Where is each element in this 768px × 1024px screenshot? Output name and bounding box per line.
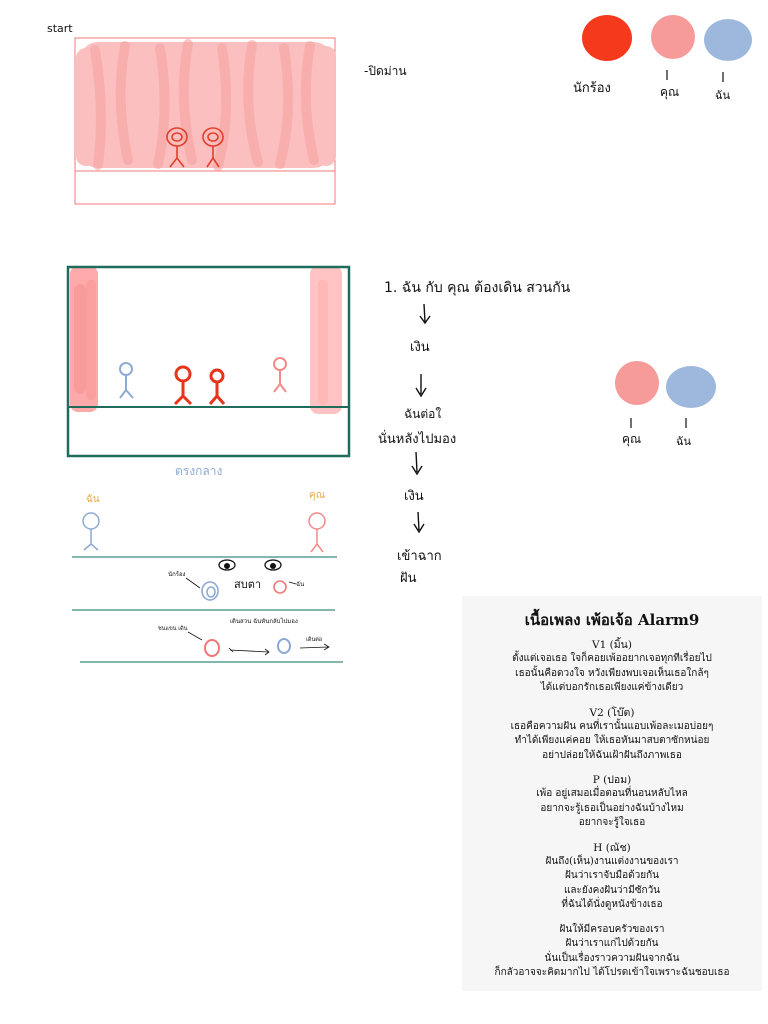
scene3-you-label: คุณ — [309, 490, 325, 501]
step-4: เงิน — [404, 489, 424, 504]
small-singer-label: นักร้อง — [168, 571, 186, 578]
lyric-line: เพ้อ อยู่เสมอเมื่อตอนที่นอนหลับไหล — [536, 788, 688, 799]
lyric-line: เธอคือความฝัน คนที่เรานั้นแอบเพ้อละเมอบ่อยๆ — [510, 720, 714, 732]
lyric-line: และยังคงฝันว่ามีซักวัน — [563, 884, 661, 896]
scene3-me-label: ฉัน — [86, 494, 100, 505]
walk-left-note: ชนแขน เดิน — [158, 626, 188, 632]
section-header: H (ณัช) — [593, 841, 631, 854]
lyric-line: ฝันให้มีครอบครัวของเรา — [559, 923, 665, 935]
open-curtain-right — [310, 266, 342, 414]
step-3b: นั่นหลังไปมอง — [378, 432, 457, 447]
lyrics-section-h2 — [462, 923, 762, 981]
step-5a: เข้าฉาก — [397, 549, 442, 564]
scene2-me-figure — [120, 363, 133, 398]
lyric-line: ฝันถึง(เห็น)งานแต่งงานของเรา — [545, 855, 679, 867]
open-curtain-left — [70, 266, 98, 412]
section-header: P (ปอม) — [592, 774, 632, 786]
legend1 — [582, 15, 752, 82]
legend2-you-dot — [615, 361, 659, 405]
eye-contact-label: สบตา — [234, 578, 262, 591]
lyrics-section-v2 — [462, 706, 762, 764]
lyrics-title: เนื้อเพลง เพ้อเจ้อ Alarm9 — [524, 611, 700, 629]
start-label: start — [47, 22, 73, 35]
lyric-line: ฝันว่าเราแก่ไปด้วยกัน — [565, 938, 659, 949]
scene2-you-figure — [274, 358, 286, 392]
scene3-middle — [72, 513, 337, 557]
lyric-line: อยากจะรู้เธอเป็นอย่างฉันบ้างไหม — [540, 802, 684, 814]
legend1-you-label: คุณ — [660, 85, 680, 99]
legend1-singer-label: นักร้อง — [573, 81, 611, 96]
lyrics-section-v1 — [462, 638, 762, 696]
lyric-line: ได้แต่บอกรักเธอเพียงแค่ข้างเดียว — [540, 682, 684, 693]
legend2-me-dot — [666, 366, 716, 408]
scene2-stage — [68, 266, 349, 456]
lyric-line: ทำได้เพียงแค่คอย ให้เธอหันมาสบตาซักหน่อย — [514, 735, 710, 746]
lyric-line: นั่นเป็นเรื่องราวความฝันจากฉัน — [544, 952, 680, 964]
scene3-me-figure — [83, 513, 99, 550]
scene3-you-figure — [309, 513, 325, 552]
walk-right-note: เดินต่อ — [306, 637, 323, 643]
lyric-line: ที่ฉันได้นั่งดูหนังข้างเธอ — [561, 899, 663, 910]
curtain-note: -ปิดม่าน — [364, 64, 407, 78]
section-header: V2 (โบ๊ต) — [589, 706, 635, 719]
scene1-stage — [75, 38, 336, 204]
lyric-line: ก็กลัวอาจจะคิดมากไป ได้โปรดเข้าใจเพราะฉันชอบเธอ — [494, 967, 730, 978]
legend1-you-dot — [651, 15, 695, 59]
section-header: V1 (มิ้น) — [592, 639, 632, 651]
lyric-line: ฝันว่าเราจับมือด้วยกัน — [565, 870, 659, 881]
legend2 — [615, 361, 716, 428]
lyrics-section-h — [462, 841, 762, 913]
walk-middle-note: เดินสวน ฉันหันกลับไปมอง — [230, 618, 298, 625]
step-2: เงิน — [410, 340, 430, 355]
walk-you-dot — [205, 640, 219, 656]
legend1-me-label: ฉัน — [715, 89, 731, 102]
lyric-line: อย่าปล่อยให้ฉันเฝ้าฝันถึงภาพเธอ — [542, 749, 682, 761]
lyric-line: อยากจะรู้ใจเธอ — [578, 817, 646, 828]
lyrics-section-p — [462, 773, 762, 831]
step-3a: ฉันต่อใ — [404, 407, 442, 421]
scene2-singers — [175, 367, 224, 404]
small-me-label: ฉัน — [296, 581, 305, 588]
closed-curtain — [76, 42, 336, 168]
legend2-you-label: คุณ — [622, 432, 642, 446]
lyric-line: เธอนั้นคือดวงใจ หวังเพียงพบเจอเห็นเธอใกล้ๆ — [515, 667, 709, 679]
legend1-singer-dot — [582, 15, 632, 61]
walk-me-dot — [278, 639, 290, 653]
scene5-walk-past — [80, 632, 343, 662]
legend2-me-label: ฉัน — [676, 435, 692, 448]
step-1: 1. ฉัน กับ คุณ ต้องเดิน สวนกัน — [384, 280, 571, 296]
legend1-me-dot — [704, 19, 752, 61]
eyes-icon — [219, 560, 281, 570]
step-5b: ฝัน — [400, 571, 417, 586]
middle-label: ตรงกลาง — [175, 464, 223, 478]
lyrics-panel — [462, 596, 762, 991]
lyric-line: ตั้งแต่เจอเธอ ใจก็คอยเพ้ออยากเจอทุกทีเรื่อยไป — [512, 653, 712, 664]
